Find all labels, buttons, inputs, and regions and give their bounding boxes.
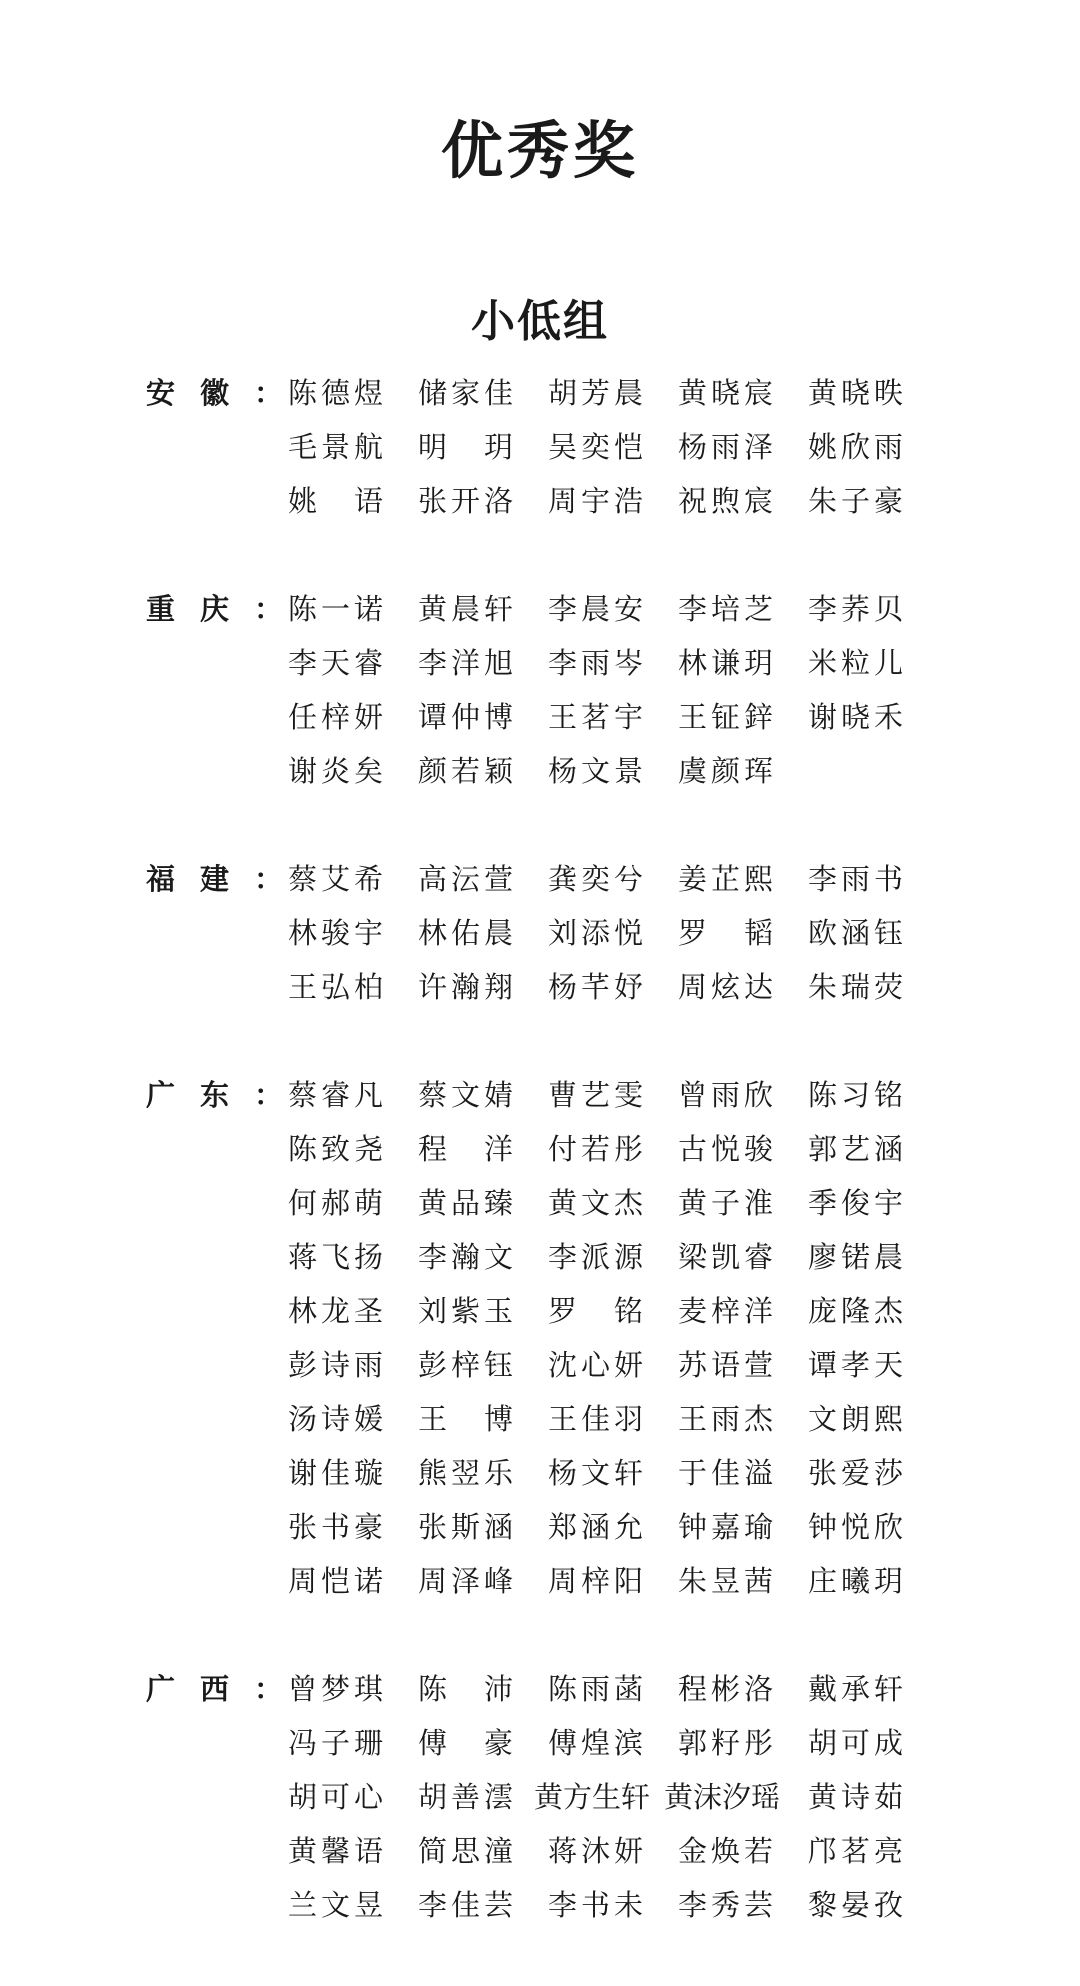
awardee-name: 林谦玥 [678,646,778,680]
name-grid [288,582,938,798]
award-sections [0,366,1080,1986]
awardee-name: 周宇浩 [548,484,648,518]
name-grid [288,1068,938,1608]
region-label-char: 庆 [200,592,230,626]
awardee-name: 张开洛 [418,484,518,518]
awardee-name: 吴奕恺 [548,430,648,464]
awardee-name: 熊翌乐 [418,1456,518,1490]
awardee-name: 沈心妍 [548,1348,648,1382]
awardee-name: 彭梓钰 [418,1348,518,1382]
awardee-name: 郭籽彤 [678,1726,778,1760]
awardee-name: 文朗熙 [808,1402,908,1436]
awardee-name: 傅 豪 [418,1726,518,1760]
awardee-name: 何郝萌 [288,1186,388,1220]
awardee-name: 梁凯睿 [678,1240,778,1274]
awardee-name: 庄曦玥 [808,1564,908,1598]
region-label-char: 福 [146,862,176,896]
awardee-name: 简思潼 [418,1834,518,1868]
region-label-colon: ： [254,1672,284,1706]
awardee-name: 李书未 [548,1888,648,1922]
awardee-name: 蔡文婧 [418,1078,518,1112]
region-label-colon: ： [254,376,284,410]
awardee-name: 米粒儿 [808,646,908,680]
awardee-name: 钟嘉瑜 [678,1510,778,1544]
awardee-name: 黄文杰 [548,1186,648,1220]
awardee-name: 李秀芸 [678,1888,778,1922]
awardee-name: 姚 语 [288,484,388,518]
awardee-name: 戴承轩 [808,1672,908,1706]
awardee-name: 胡芳晨 [548,376,648,410]
awardee-name: 许瀚翔 [418,970,518,1004]
awardee-name: 金焕若 [678,1834,778,1868]
awardee-name: 陈一诺 [288,592,388,626]
awardee-name: 张斯涵 [418,1510,518,1544]
awardee-name: 傅煌滨 [548,1726,648,1760]
awardee-name: 胡善澐 [418,1780,518,1814]
awardee-name: 李荞贝 [808,592,908,626]
name-grid [288,1662,938,1932]
awardee-name: 李洋旭 [418,646,518,680]
awardee-name: 郑涵允 [548,1510,648,1544]
awardee-name: 周恺诺 [288,1564,388,1598]
awardee-name: 付若彤 [548,1132,648,1166]
awardee-name: 明 玥 [418,430,518,464]
awardee-name: 李晨安 [548,592,648,626]
awardee-name: 祝煦宸 [678,484,778,518]
awardee-name: 苏语萱 [678,1348,778,1382]
awardee-name: 黄沫汐瑶 [664,1780,781,1814]
awardee-name: 王佳羽 [548,1402,648,1436]
awardee-name: 王 博 [418,1402,518,1436]
awardee-name: 黄诗茹 [808,1780,908,1814]
awardee-name: 庞隆杰 [808,1294,908,1328]
awardee-name: 谭仲博 [418,700,518,734]
awardee-name: 黄晓宸 [678,376,778,410]
region-label-char: 西 [200,1672,230,1706]
awardee-name: 任梓妍 [288,700,388,734]
region-section [0,582,1080,798]
awardee-name: 古悦骏 [678,1132,778,1166]
awardee-name: 黄子淮 [678,1186,778,1220]
awardee-name: 张书豪 [288,1510,388,1544]
awardee-name: 杨雨泽 [678,430,778,464]
awardee-name: 杨文轩 [548,1456,648,1490]
region-label-char: 东 [200,1078,230,1112]
awardee-name: 朱瑞荧 [808,970,908,1004]
awardee-name: 兰文昱 [288,1888,388,1922]
awardee-name: 陈习铭 [808,1078,908,1112]
awardee-name: 林骏宇 [288,916,388,950]
region-section [0,852,1080,1014]
region-section [0,1662,1080,1932]
region-label-char: 建 [200,862,230,896]
awardee-name: 于佳溢 [678,1456,778,1490]
awardee-name: 蒋沐妍 [548,1834,648,1868]
region-label-char: 重 [146,592,176,626]
awardee-name: 王弘柏 [288,970,388,1004]
awardee-name: 李培芝 [678,592,778,626]
awardee-name: 汤诗媛 [288,1402,388,1436]
awardee-name: 曾梦琪 [288,1672,388,1706]
awardee-name: 王钲鋅 [678,700,778,734]
awardee-name: 龚奕兮 [548,862,648,896]
awardee-name: 陈致尧 [288,1132,388,1166]
awardee-name: 谢晓禾 [808,700,908,734]
awardee-name: 李佳芸 [418,1888,518,1922]
awardee-name: 谢佳璇 [288,1456,388,1490]
awardee-name: 黄馨语 [288,1834,388,1868]
awardee-name: 颜若颖 [418,754,518,788]
awardee-name: 朱子豪 [808,484,908,518]
awardee-name: 储家佳 [418,376,518,410]
awardee-name: 王茗宇 [548,700,648,734]
awardee-name: 周泽峰 [418,1564,518,1598]
awardee-name: 朱昱茜 [678,1564,778,1598]
region-section [0,1068,1080,1608]
awardee-name: 邝茗亮 [808,1834,908,1868]
awardee-name: 欧涵钰 [808,916,908,950]
page-title: 优秀奖 [440,114,639,187]
awardee-name: 冯子珊 [288,1726,388,1760]
region-label-colon: ： [254,1078,284,1112]
awardee-name: 程彬洛 [678,1672,778,1706]
awardee-name: 李雨书 [808,862,908,896]
awardee-name: 罗 铭 [548,1294,648,1328]
awardee-name: 黎晏孜 [808,1888,908,1922]
awardee-name: 杨芊妤 [548,970,648,1004]
awardee-name: 胡可心 [288,1780,388,1814]
awardee-name: 谢炎矣 [288,754,388,788]
awardee-name: 陈 沛 [418,1672,518,1706]
awardee-name: 麦梓洋 [678,1294,778,1328]
group-title: 小低组 [471,296,609,347]
region-label-colon: ： [254,592,284,626]
awardee-name: 高沄萱 [418,862,518,896]
region-label-char: 安 [146,376,176,410]
awardee-name: 曾雨欣 [678,1078,778,1112]
awardee-name: 刘添悦 [548,916,648,950]
awardee-name: 曹艺雯 [548,1078,648,1112]
region-label [146,852,284,906]
awardee-name: 郭艺涵 [808,1132,908,1166]
awardee-name: 黄晨轩 [418,592,518,626]
awardee-name: 陈德煜 [288,376,388,410]
region-section [0,366,1080,528]
awardee-name: 姜芷熙 [678,862,778,896]
awardee-name: 陈雨菡 [548,1672,648,1706]
awardee-name: 蔡艾希 [288,862,388,896]
awardee-name: 蒋飞扬 [288,1240,388,1274]
awardee-name: 虞颜珲 [678,754,778,788]
name-grid [288,852,938,1014]
awardee-name: 蔡睿凡 [288,1078,388,1112]
name-grid [288,366,938,528]
region-label-char: 广 [146,1078,176,1112]
awardee-name: 刘紫玉 [418,1294,518,1328]
awardee-name: 林佑晨 [418,916,518,950]
awardee-name: 黄方生轩 [534,1780,651,1814]
awardee-name: 周炫达 [678,970,778,1004]
awardee-name: 钟悦欣 [808,1510,908,1544]
region-label-char: 徽 [200,376,230,410]
awardee-name: 黄晓昳 [808,376,908,410]
awardee-name: 谭孝天 [808,1348,908,1382]
awardee-name: 张爱莎 [808,1456,908,1490]
awardee-name: 姚欣雨 [808,430,908,464]
awardee-name: 毛景航 [288,430,388,464]
region-label [146,366,284,420]
awardee-name: 程 洋 [418,1132,518,1166]
awardee-name: 廖锘晨 [808,1240,908,1274]
region-label-colon: ： [254,862,284,896]
region-label-char: 广 [146,1672,176,1706]
region-label [146,582,284,636]
awardee-name: 胡可成 [808,1726,908,1760]
awardee-name: 周梓阳 [548,1564,648,1598]
awardee-name: 李派源 [548,1240,648,1274]
awardee-name: 王雨杰 [678,1402,778,1436]
awardee-name: 彭诗雨 [288,1348,388,1382]
awardee-name: 李瀚文 [418,1240,518,1274]
awardee-name: 林龙圣 [288,1294,388,1328]
awardee-name: 罗 韬 [678,916,778,950]
awardee-name: 李天睿 [288,646,388,680]
awardee-name: 黄品臻 [418,1186,518,1220]
region-label [146,1068,284,1122]
awardee-name: 杨文景 [548,754,648,788]
awardee-name: 季俊宇 [808,1186,908,1220]
awardee-name: 李雨岑 [548,646,648,680]
region-label [146,1662,284,1716]
